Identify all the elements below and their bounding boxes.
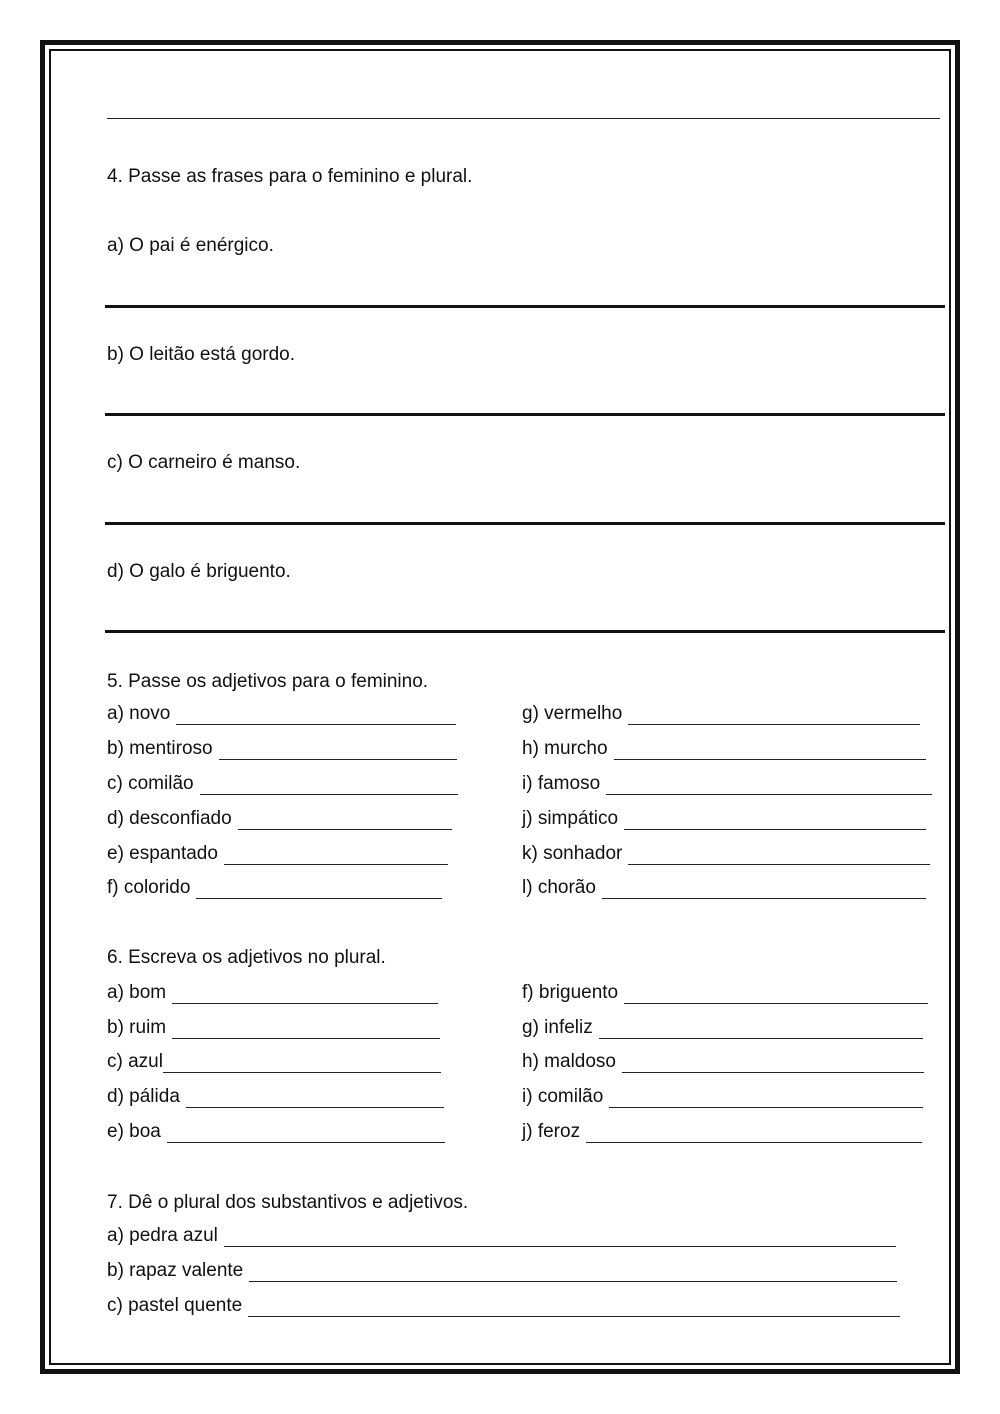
q6-blank-h[interactable] — [622, 1054, 924, 1073]
q6-blank-e[interactable] — [167, 1124, 445, 1143]
q5-blank-h[interactable] — [614, 741, 926, 760]
q7-blank-a[interactable] — [224, 1228, 896, 1247]
q5-label-f: f) colorido — [107, 877, 191, 898]
answer-line-top[interactable] — [107, 118, 940, 119]
q5-blank-k[interactable] — [628, 846, 930, 865]
q5-item-i — [522, 773, 932, 795]
q6-blank-j[interactable] — [586, 1124, 922, 1143]
q5-label-h: h) murcho — [522, 738, 608, 759]
q6-blank-b[interactable] — [172, 1020, 440, 1039]
q6-label-d: d) pálida — [107, 1086, 180, 1107]
q5-blank-f[interactable] — [196, 880, 442, 899]
q7-item-c — [107, 1295, 900, 1317]
q4-item-d: d) O galo é briguento. — [107, 561, 291, 582]
q6-label-f: f) briguento — [522, 982, 619, 1003]
q5-blank-g[interactable] — [628, 706, 920, 725]
q5-blank-a[interactable] — [176, 706, 456, 725]
q5-blank-c[interactable] — [200, 776, 458, 795]
q6-blank-a[interactable] — [172, 985, 438, 1004]
q5-label-d: d) desconfiado — [107, 808, 232, 829]
q6-label-c: c) azul — [107, 1051, 163, 1072]
q6-label-b: b) ruim — [107, 1017, 167, 1038]
q6-item-a — [107, 982, 438, 1004]
q6-blank-i[interactable] — [609, 1089, 923, 1108]
q6-label-j: j) feroz — [522, 1121, 581, 1142]
q4-answer-line-b[interactable] — [105, 413, 945, 416]
q6-item-e — [107, 1121, 445, 1143]
q5-label-c: c) comilão — [107, 773, 194, 794]
q7-label-b: b) rapaz valente — [107, 1260, 244, 1281]
q5-blank-l[interactable] — [602, 880, 926, 899]
q6-blank-g[interactable] — [599, 1020, 923, 1039]
q6-label-g: g) infeliz — [522, 1017, 593, 1038]
q5-blank-i[interactable] — [606, 776, 932, 795]
q5-blank-b[interactable] — [219, 741, 457, 760]
q4-item-c: c) O carneiro é manso. — [107, 452, 301, 473]
q5-title: 5. Passe os adjetivos para o feminino. — [107, 671, 429, 692]
q7-title: 7. Dê o plural dos substantivos e adjetivos. — [107, 1192, 469, 1213]
q5-item-e — [107, 843, 448, 865]
q5-item-k — [522, 843, 930, 865]
q5-item-b — [107, 738, 457, 760]
q5-blank-d[interactable] — [238, 811, 452, 830]
q6-item-d — [107, 1086, 444, 1108]
q7-blank-b[interactable] — [249, 1263, 897, 1282]
q5-blank-e[interactable] — [224, 846, 448, 865]
q6-item-c — [107, 1051, 441, 1073]
q6-item-j — [522, 1121, 922, 1143]
q5-label-k: k) sonhador — [522, 843, 623, 864]
q6-item-f — [522, 982, 928, 1004]
q5-label-g: g) vermelho — [522, 703, 623, 724]
q4-title: 4. Passe as frases para o feminino e plural. — [107, 166, 473, 187]
q7-item-b — [107, 1260, 897, 1282]
q5-label-a: a) novo — [107, 703, 171, 724]
q6-item-g — [522, 1017, 923, 1039]
q4-answer-line-a[interactable] — [105, 305, 945, 308]
q6-title: 6. Escreva os adjetivos no plural. — [107, 947, 386, 968]
q6-label-i: i) comilão — [522, 1086, 604, 1107]
q5-item-l — [522, 877, 926, 899]
q6-item-h — [522, 1051, 924, 1073]
q7-item-a — [107, 1225, 896, 1247]
q5-label-j: j) simpático — [522, 808, 619, 829]
q6-item-i — [522, 1086, 923, 1108]
q5-item-f — [107, 877, 442, 899]
q6-label-a: a) bom — [107, 982, 167, 1003]
q5-item-c — [107, 773, 458, 795]
q5-item-g — [522, 703, 920, 725]
q4-item-b: b) O leitão está gordo. — [107, 344, 295, 365]
q7-label-a: a) pedra azul — [107, 1225, 218, 1246]
q6-blank-d[interactable] — [186, 1089, 444, 1108]
q5-item-j — [522, 808, 926, 830]
q5-label-i: i) famoso — [522, 773, 601, 794]
q5-label-e: e) espantado — [107, 843, 218, 864]
q4-answer-line-c[interactable] — [105, 522, 945, 525]
q6-blank-f[interactable] — [624, 985, 928, 1004]
q6-blank-c[interactable] — [163, 1054, 441, 1073]
q5-blank-j[interactable] — [624, 811, 926, 830]
q5-item-a — [107, 703, 456, 725]
q6-label-e: e) boa — [107, 1121, 161, 1142]
q4-item-a: a) O pai é enérgico. — [107, 235, 274, 256]
q7-label-c: c) pastel quente — [107, 1295, 243, 1316]
q5-item-d — [107, 808, 452, 830]
q6-item-b — [107, 1017, 440, 1039]
q7-blank-c[interactable] — [248, 1298, 900, 1317]
q5-label-l: l) chorão — [522, 877, 596, 898]
q5-item-h — [522, 738, 926, 760]
q5-label-b: b) mentiroso — [107, 738, 213, 759]
q6-label-h: h) maldoso — [522, 1051, 616, 1072]
q4-answer-line-d[interactable] — [105, 630, 945, 633]
